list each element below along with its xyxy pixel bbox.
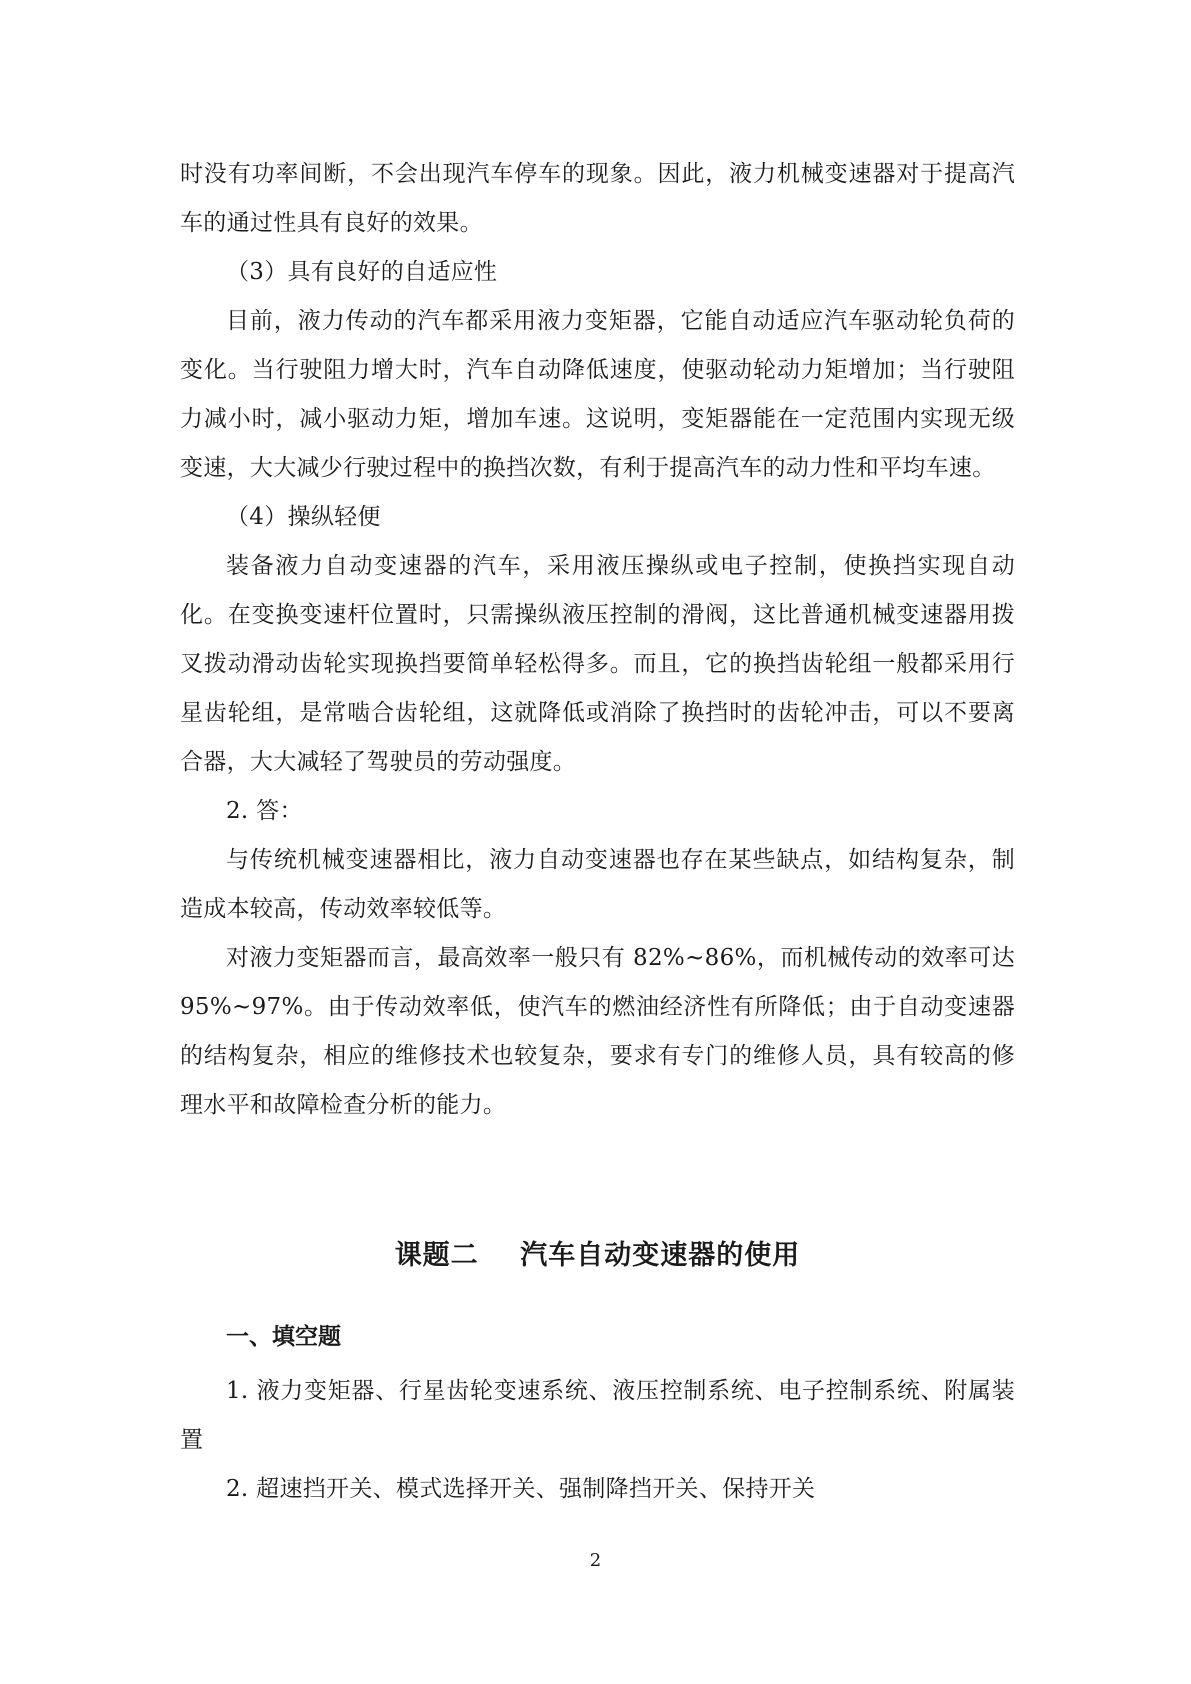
paragraph-efficiency: 对液力变矩器而言，最高效率一般只有 82%~86%，而机械传动的效率可达 95%~97%。由于传动效率低，使汽车的燃油经济性有所降低；由于自动变速器的结构复杂，相应的维修技术也较复杂，要求有专门的维修人员，具有较高的修理水平和故障检查分析的能力。: [180, 945, 1015, 1118]
answer-item: 1. 液力变矩器、行星齿轮变速系统、液压控制系统、电子控制系统、附属装置: [180, 1378, 1015, 1453]
fill-blank-answers: [180, 1367, 1015, 1514]
page-number: 2: [589, 1550, 602, 1571]
paragraph-easy-operation: 装备液力自动变速器的汽车，采用液压操纵或电子控制，使换挡实现自动化。在变换变速杆位置时，只需操纵液压控制的滑阀，这比普通机械变速器用拨叉拨动滑动齿轮实现换挡要简单轻松得多。而且，它的换挡齿轮组一般都采用行星齿轮组，是常啮合齿轮组，这就降低或消除了换挡时的齿轮冲击，可以不要离合器，大大减轻了驾驶员的劳动强度。: [180, 553, 1015, 775]
paragraph-continuation: 时没有功率间断，不会出现汽车停车的现象。因此，液力机械变速器对于提高汽车的通过性具有良好的效果。: [180, 161, 1015, 236]
answer-item: 2. 超速挡开关、模式选择开关、强制降挡开关、保持开关: [226, 1476, 816, 1502]
answer-2-label: 2. 答：: [226, 798, 303, 824]
paragraph-adaptivity: 目前，液力传动的汽车都采用液力变矩器，它能自动适应汽车驱动轮负荷的变化。当行驶阻力增大时，汽车自动降低速度，使驱动轮动力矩增加；当行驶阻力减小时，减小驱动力矩，增加车速。这说明，变矩器能在一定范围内实现无级变速，大大减少行驶过程中的换挡次数，有利于提高汽车的动力性和平均车速。: [180, 308, 1015, 481]
section-title-fill-blank: 一、填空题: [226, 1324, 341, 1350]
subheading-easy-operation: （4）操纵轻便: [226, 504, 381, 530]
body-text: [180, 150, 1015, 1130]
lesson-title: 课题二 汽车自动变速器的使用: [394, 1240, 801, 1271]
subheading-adaptivity: （3）具有良好的自适应性: [226, 259, 498, 285]
paragraph-drawbacks: 与传统机械变速器相比，液力自动变速器也存在某些缺点，如结构复杂，制造成本较高，传动效率较低等。: [180, 847, 1015, 922]
